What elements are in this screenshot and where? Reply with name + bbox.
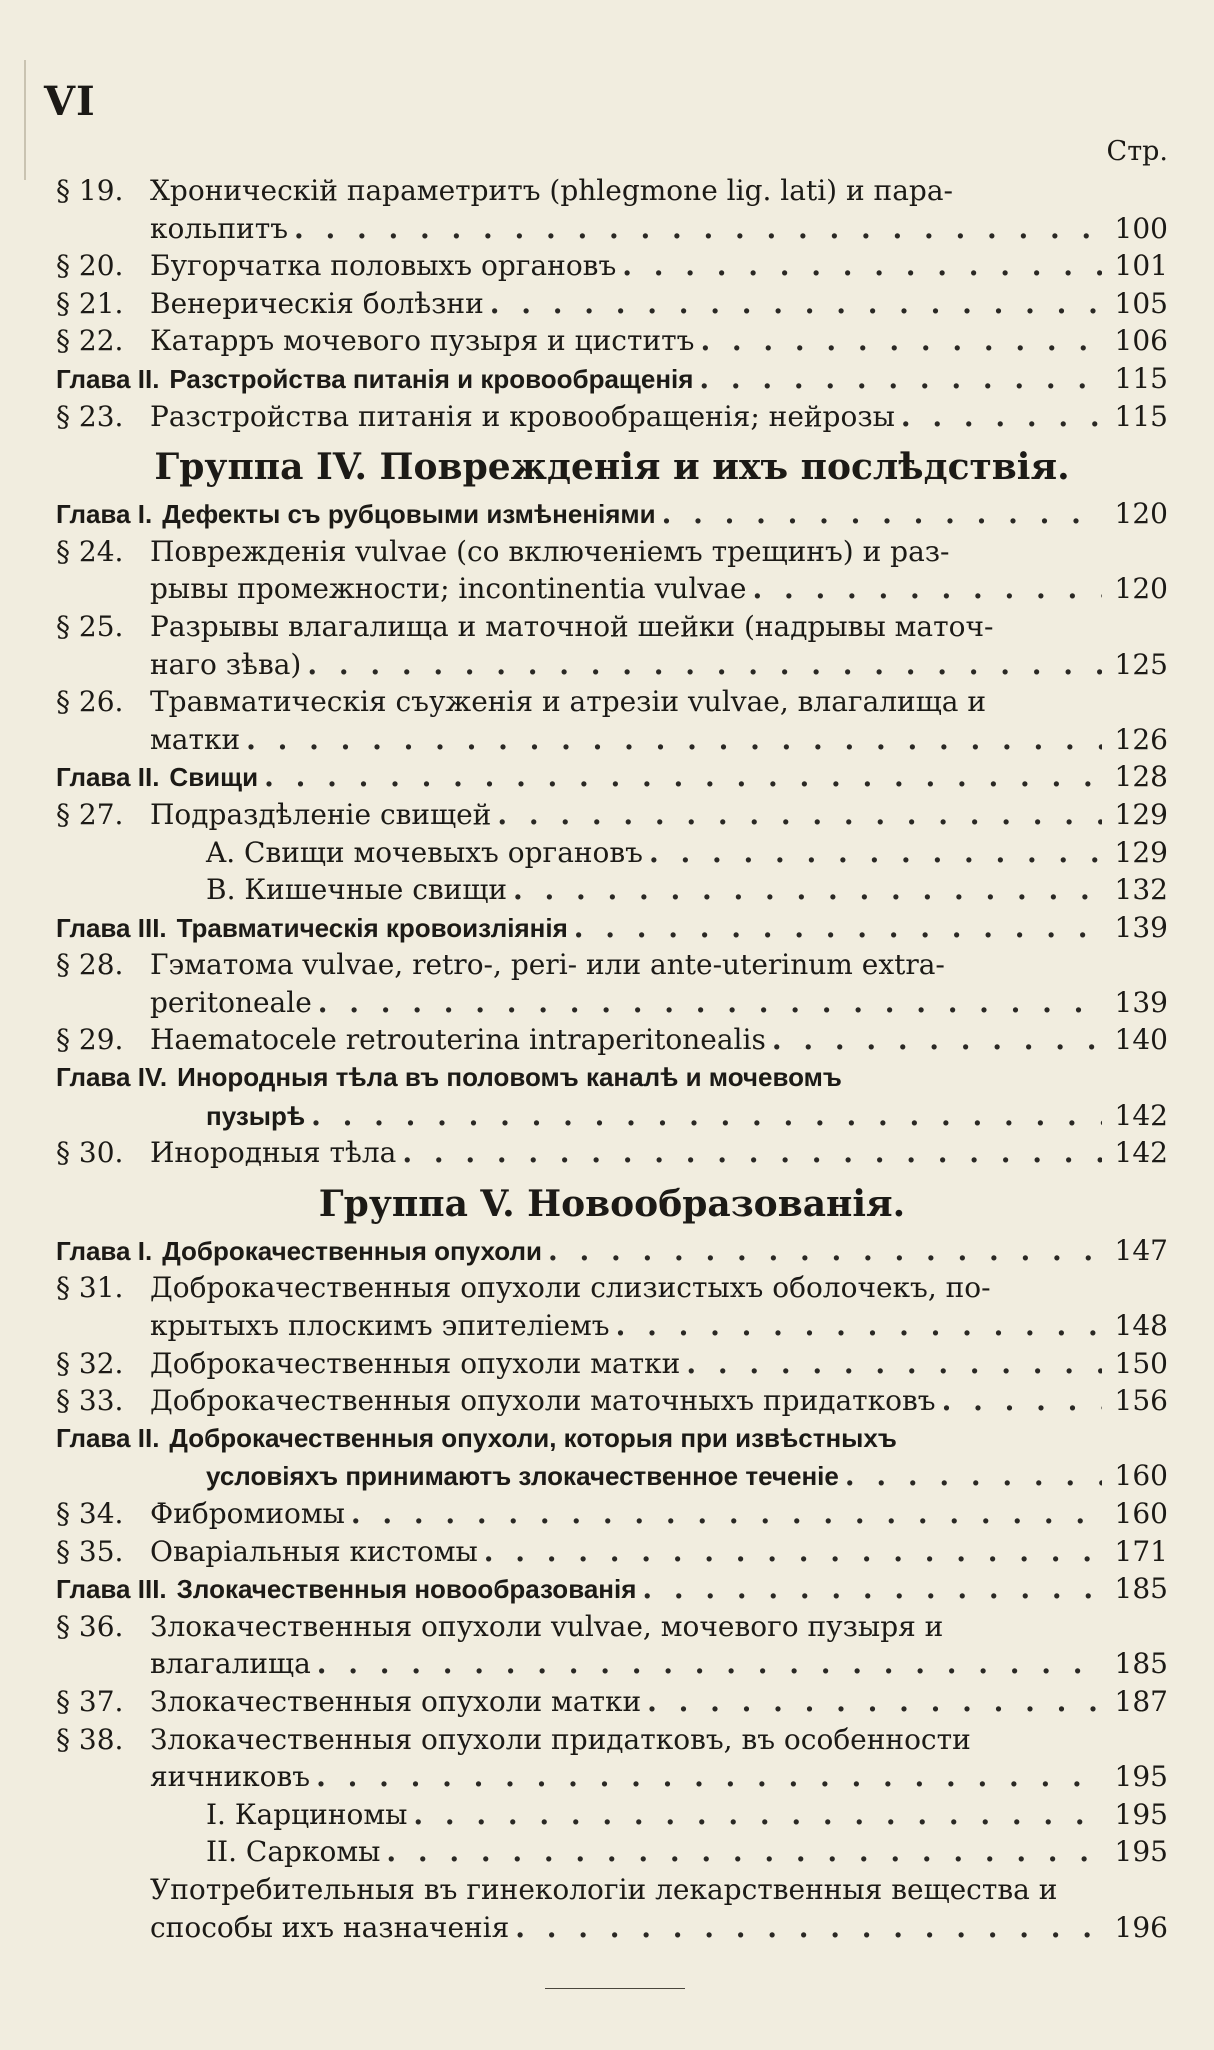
page-reference: 195: [1114, 1760, 1168, 1794]
page-reference: 148: [1114, 1309, 1168, 1343]
chapter-title: Доброкачественныя опухоли: [162, 1235, 542, 1266]
toc-entry-row: [56, 1495, 1168, 1533]
page-reference: 147: [1114, 1233, 1168, 1267]
toc-entry-row: [56, 946, 1168, 984]
toc-entry-row: [56, 646, 1168, 684]
section-number: § 24.: [56, 534, 124, 568]
chapter-number: Глава III.: [56, 912, 167, 943]
toc-entry-row: [56, 1909, 1168, 1947]
toc-entry-row: [56, 247, 1168, 285]
dot-leader: [307, 646, 1102, 684]
chapter-title: Дефекты съ рубцовыми измѣненіями: [162, 499, 656, 530]
page-reference: 196: [1114, 1910, 1168, 1944]
page-reference: 156: [1114, 1384, 1168, 1418]
section-title: Хроническій параметритъ (phlegmone lig. lati) и пара-: [150, 174, 953, 207]
page-reference: 106: [1114, 324, 1168, 358]
section-number: § 26.: [56, 685, 124, 719]
page-reference: 129: [1114, 797, 1168, 831]
toc-entry-row: [56, 721, 1168, 759]
toc-entry-row: [56, 570, 1168, 608]
toc-entry-row: [56, 1134, 1168, 1172]
page-reference: 195: [1114, 1797, 1168, 1831]
toc-chapter-row: [56, 1570, 1168, 1608]
toc-entry-row: [56, 1683, 1168, 1721]
page-reference: 185: [1114, 1647, 1168, 1681]
section-title: Haematocele retrouterina intraperitonealis: [150, 1023, 766, 1057]
dot-leader: [515, 1909, 1102, 1947]
section-title: Катарръ мочевого пузыря и циститъ: [150, 324, 695, 358]
page-column-header: Стр.: [1106, 136, 1168, 167]
dot-leader: [264, 758, 1102, 796]
toc-entry-row: [56, 533, 1168, 571]
section-title: яичниковъ: [150, 1760, 311, 1794]
dot-leader: [316, 1758, 1102, 1796]
section-number: § 37.: [56, 1684, 124, 1718]
toc-chapter-row: [56, 1457, 1168, 1495]
chapter-number: Глава I.: [56, 1235, 153, 1266]
section-number: § 30.: [56, 1136, 124, 1170]
section-number: § 32.: [56, 1346, 124, 1380]
page-reference: 142: [1114, 1098, 1168, 1132]
section-title: A. Свищи мочевыхъ органовъ: [206, 835, 643, 869]
toc-entry-row: [56, 683, 1168, 721]
page-reference: 160: [1114, 1497, 1168, 1530]
chapter-title: пузырѣ: [206, 1100, 306, 1131]
chapter-number: Глава II.: [56, 363, 160, 394]
toc-entry-row: [56, 1269, 1168, 1307]
dot-leader: [484, 1533, 1102, 1571]
section-title: Доброкачественныя опухоли маточныхъ придатковъ: [150, 1384, 936, 1418]
toc-chapter-row: [56, 495, 1168, 533]
dot-leader: [616, 1307, 1102, 1345]
chapter-title: Злокачественныя новообразованія: [176, 1574, 637, 1605]
section-number: § 35.: [56, 1534, 124, 1568]
page-reference: 128: [1114, 760, 1168, 794]
section-number: § 19.: [56, 174, 124, 207]
chapter-title: Разстройства питанія и кровообращенія: [169, 363, 694, 394]
section-title: Травматическія съуженія и атрезіи vulvae, влагалища и: [150, 685, 987, 719]
toc-chapter-row: [56, 909, 1168, 947]
section-number: § 31.: [56, 1271, 124, 1305]
dot-leader: [513, 871, 1102, 909]
page-reference: 142: [1114, 1136, 1168, 1170]
toc-entry-row: [56, 1307, 1168, 1345]
section-title: Фибромиомы: [150, 1497, 345, 1530]
section-number: § 33.: [56, 1384, 124, 1418]
page-number: VI: [44, 78, 96, 125]
dot-leader: [548, 1232, 1102, 1270]
dot-leader: [700, 322, 1102, 360]
section-title: кольпитъ: [150, 211, 289, 245]
page-reference: 100: [1114, 211, 1168, 245]
dot-leader: [686, 1345, 1102, 1383]
section-title: Подраздѣленіе свищей: [150, 797, 492, 831]
page-reference: 171: [1114, 1534, 1168, 1568]
toc-entry-row: [56, 1382, 1168, 1420]
page-reference: 160: [1114, 1459, 1168, 1493]
page-reference: 150: [1114, 1346, 1168, 1380]
margin-line: [24, 60, 26, 180]
section-title: Злокачественныя опухоли матки: [150, 1684, 642, 1718]
dot-leader: [386, 1833, 1102, 1871]
section-number: § 25.: [56, 609, 124, 643]
section-title: Доброкачественныя опухоли слизистыхъ оболочекъ, по-: [150, 1271, 991, 1305]
page-reference: 185: [1114, 1572, 1168, 1606]
section-title: Разрывы влагалища и маточной шейки (надрывы маточ-: [150, 609, 994, 643]
dot-leader: [317, 1645, 1102, 1683]
section-title: II. Саркомы: [206, 1835, 381, 1869]
section-number: § 29.: [56, 1023, 124, 1057]
dot-leader: [490, 285, 1102, 323]
page-reference: 105: [1114, 286, 1168, 320]
dot-leader: [351, 1495, 1102, 1533]
chapter-title: условіяхъ принимаютъ злокачественное теченіе: [206, 1461, 839, 1492]
dot-leader: [622, 247, 1102, 285]
section-title: Венерическія болѣзни: [150, 286, 484, 320]
section-title: Оваріальныя кистомы: [150, 1534, 478, 1568]
section-number: § 23.: [56, 399, 124, 433]
chapter-title: Доброкачественныя опухоли, которыя при извѣстныхъ: [169, 1422, 897, 1453]
section-title: B. Кишечные свищи: [206, 873, 508, 907]
dot-leader: [845, 1457, 1102, 1495]
section-title: Бугорчатка половыхъ органовъ: [150, 249, 617, 283]
section-title: peritoneale: [150, 985, 312, 1019]
dot-leader: [311, 1097, 1102, 1135]
section-number: § 28.: [56, 948, 124, 982]
toc-entry-row: [56, 1833, 1168, 1871]
dot-leader: [642, 1570, 1102, 1608]
toc-chapter-row: [56, 1097, 1168, 1135]
dot-leader: [402, 1134, 1102, 1172]
page-reference: 115: [1114, 361, 1168, 395]
toc-entry-row: [56, 871, 1168, 909]
page-reference: 120: [1114, 572, 1168, 606]
dot-leader: [574, 909, 1102, 947]
toc-entry-row: [56, 1533, 1168, 1571]
dot-leader: [901, 398, 1102, 436]
toc-entry-row: [56, 210, 1168, 248]
chapter-number: Глава I.: [56, 499, 153, 530]
toc-entry-row: [56, 796, 1168, 834]
dot-leader: [942, 1382, 1102, 1420]
section-title: Инородныя тѣла: [150, 1136, 397, 1170]
section-title: рывы промежности; incontinentia vulvae: [150, 572, 747, 606]
toc-entry-row: [56, 1645, 1168, 1683]
page-reference: 101: [1114, 249, 1168, 283]
page-reference: 126: [1114, 722, 1168, 756]
section-title: Злокачественныя опухоли придатковъ, въ особенности: [150, 1722, 971, 1756]
dot-leader: [772, 1021, 1102, 1059]
chapter-number: Глава IV.: [56, 1062, 168, 1093]
toc-entry-row: [56, 398, 1168, 436]
page-reference: 195: [1114, 1835, 1168, 1869]
toc-entry-row: [56, 1796, 1168, 1834]
dot-leader: [662, 495, 1102, 533]
dot-leader: [497, 796, 1102, 834]
dot-leader: [647, 1683, 1102, 1721]
section-title: влагалища: [150, 1647, 311, 1681]
toc-chapter-row: [56, 1059, 1168, 1097]
dot-leader: [318, 984, 1102, 1022]
toc-entry-row: [56, 322, 1168, 360]
toc-chapter-row: [56, 1232, 1168, 1270]
page-reference: 125: [1114, 647, 1168, 681]
page-reference: 187: [1114, 1684, 1168, 1718]
toc-entry-row: [56, 1871, 1168, 1909]
section-title: Гэматома vulvae, retro-, peri- или ante-uterinum extra-: [150, 948, 945, 982]
section-number: § 21.: [56, 286, 124, 320]
section-number: § 36.: [56, 1609, 124, 1643]
toc-entry-row: [56, 608, 1168, 646]
toc-entry-row: [56, 1721, 1168, 1759]
page-reference: 139: [1114, 910, 1168, 944]
section-title: Злокачественныя опухоли vulvae, мочевого пузыря и: [150, 1609, 944, 1643]
section-number: § 34.: [56, 1497, 124, 1530]
section-title: крытыхъ плоскимъ эпителіемъ: [150, 1309, 610, 1343]
toc-chapter-row: [56, 1420, 1168, 1458]
toc-entry-row: [56, 1758, 1168, 1796]
section-number: § 20.: [56, 249, 124, 283]
toc-entry-row: [56, 172, 1168, 210]
dot-leader: [649, 834, 1102, 872]
toc-entry-row: [56, 1608, 1168, 1646]
section-title: Разстройства питанія и кровообращенія; нейрозы: [150, 399, 895, 433]
page-reference: 115: [1114, 399, 1168, 433]
section-number: § 27.: [56, 797, 124, 831]
dot-leader: [753, 570, 1103, 608]
dot-leader: [294, 210, 1102, 248]
page-reference: 139: [1114, 985, 1168, 1019]
page-reference: 132: [1114, 873, 1168, 907]
table-of-contents: [56, 172, 1168, 1946]
toc-chapter-row: [56, 360, 1168, 398]
group-heading: Группа V. Новообразованія.: [318, 1182, 906, 1225]
section-title: наго зѣва): [150, 647, 302, 681]
toc-entry-row: [56, 834, 1168, 872]
chapter-number: Глава III.: [56, 1574, 167, 1605]
section-title: Поврежденія vulvae (со включеніемъ трещинъ) и раз-: [150, 534, 950, 568]
dot-leader: [246, 721, 1102, 759]
dot-leader: [413, 1796, 1102, 1834]
chapter-number: Глава II.: [56, 1422, 160, 1453]
chapter-title: Инородныя тѣла въ половомъ каналѣ и мочевомъ: [177, 1062, 842, 1093]
closing-rule: [545, 1988, 685, 1989]
section-number: § 38.: [56, 1722, 124, 1756]
section-title: матки: [150, 722, 241, 756]
section-title: Употребительныя въ гинекологіи лекарственныя вещества и: [150, 1872, 1058, 1906]
dot-leader: [699, 360, 1102, 398]
chapter-number: Глава II.: [56, 762, 160, 793]
page-reference: 120: [1114, 497, 1168, 531]
toc-chapter-row: [56, 758, 1168, 796]
section-title: I. Карциномы: [206, 1797, 408, 1831]
page-reference: 129: [1114, 835, 1168, 869]
toc-entry-row: [56, 984, 1168, 1022]
chapter-title: Травматическія кровоизліянія: [176, 912, 568, 943]
page-reference: 140: [1114, 1023, 1168, 1057]
section-title: Доброкачественныя опухоли матки: [150, 1346, 681, 1380]
chapter-title: Свищи: [169, 762, 259, 793]
section-number: § 22.: [56, 324, 124, 358]
toc-entry-row: [56, 285, 1168, 323]
toc-entry-row: [56, 1021, 1168, 1059]
section-title: способы ихъ назначенія: [150, 1910, 510, 1944]
group-heading: Группа IV. Поврежденія и ихъ послѣдствія.: [154, 446, 1070, 489]
toc-entry-row: [56, 1345, 1168, 1383]
